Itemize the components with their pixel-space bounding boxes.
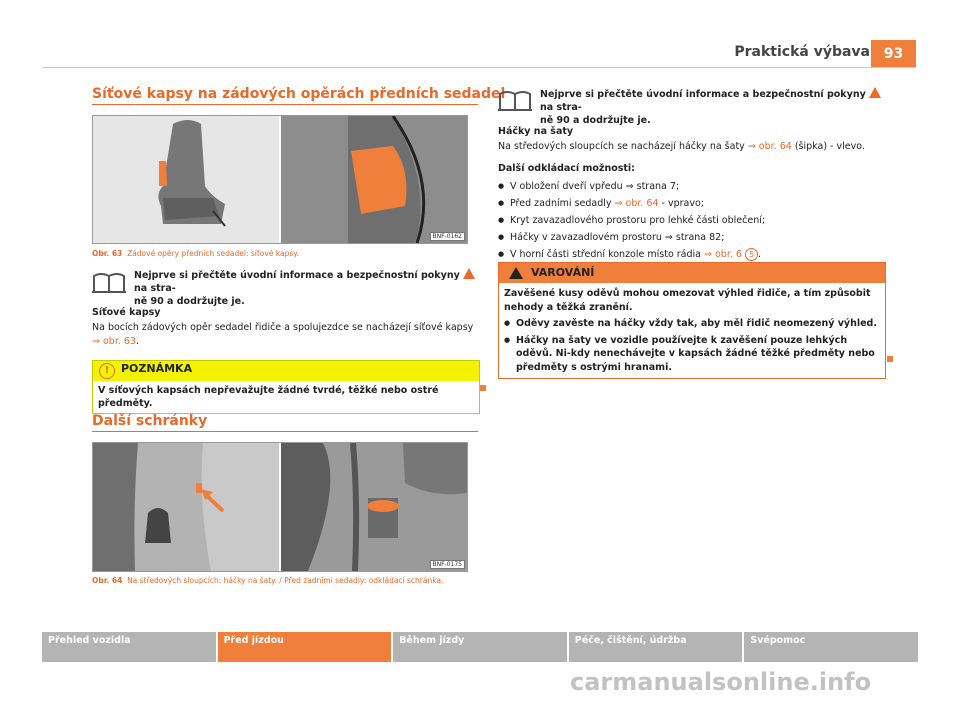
nav-tab-self-help[interactable]: Svépomoc — [744, 632, 918, 662]
warning-box — [498, 262, 886, 379]
figure-64-code: BNF-0175 — [430, 560, 466, 569]
figure-63-code: BNF-0162 — [430, 232, 466, 241]
list-item-text-end: . — [758, 249, 762, 260]
note-title: POZNÁMKA — [121, 362, 193, 375]
watermark-text: carmanualsonline.info — [570, 668, 872, 696]
warning-header — [499, 263, 885, 283]
list-item — [498, 195, 888, 212]
callout-number-marker: 5 — [745, 248, 758, 261]
coat-hooks-text — [498, 140, 888, 154]
info-exclamation-icon: ! — [99, 363, 115, 379]
book-icon — [92, 270, 126, 294]
figure-64-caption — [92, 576, 443, 585]
figure-64 — [92, 442, 468, 572]
chapter-nav — [42, 632, 918, 662]
list-item-link[interactable]: ⇒ obr. 64 — [614, 198, 659, 209]
net-pockets-text-main: Na bocích zádových opěr sedadel řidiče a spolujezdce se nacházejí síťové kapsy — [92, 322, 474, 333]
list-item — [498, 212, 888, 229]
page-number: 93 — [871, 40, 916, 68]
warning-paragraph: Zavěšené kusy oděvů mohou omezovat výhled řidiče, a tím způsobit nehody a těžká zranění. — [504, 288, 871, 313]
list-item-text: Háčky v zavazadlovém prostoru ⇒ strana 82; — [510, 232, 725, 243]
note-header — [93, 361, 479, 381]
warning-bullet-2 — [504, 334, 880, 375]
intro-right-text-c: ně 90 a dodržujte je. — [540, 115, 651, 126]
section-title-net-pockets: Síťové kapsy na zádových opěrách předních sedadel — [92, 86, 506, 102]
warning-triangle-icon-box — [509, 267, 523, 279]
list-item — [498, 229, 888, 246]
nav-tab-while-driving[interactable]: Během jízdy — [393, 632, 567, 662]
net-pockets-text-end: . — [135, 336, 140, 347]
subhead-net-pockets: Síťové kapsy — [92, 307, 161, 318]
list-item-text: V horní části střední konzole místo rádia — [510, 249, 705, 260]
figure-64-caption-number: Obr. 64 — [92, 576, 123, 585]
header-divider — [42, 67, 916, 68]
warning-triangle-icon — [463, 268, 475, 279]
warning-triangle-icon-right — [869, 87, 881, 98]
intro-text-b: na stra- — [134, 283, 176, 294]
intro-text-c: ně 90 a dodržujte je. — [134, 296, 245, 307]
list-item-text: Před zadními sedadly — [510, 198, 615, 209]
note-text: V síťových kapsách nepřevažujte žádné tvrdé, těžké nebo ostré předměty. — [98, 385, 439, 409]
list-item — [498, 178, 888, 195]
section-title-rule — [92, 104, 478, 105]
figure-63-caption-number: Obr. 63 — [92, 249, 123, 258]
intro-right-text-a: Nejprve si přečtěte úvodní informace a bezpečnostní pokyny — [540, 89, 866, 100]
figure-63-caption — [92, 249, 299, 258]
subhead-coat-hooks: Háčky na šaty — [498, 126, 574, 137]
note-box — [92, 360, 480, 414]
intro-safety-note — [134, 268, 479, 308]
intro-safety-note-right — [540, 87, 885, 127]
warning-body — [499, 283, 885, 378]
ref-figure-64-link[interactable]: ⇒ obr. 64 — [747, 141, 792, 152]
coat-hooks-text-a: Na středových sloupcích se nacházejí háčky na šaty — [498, 141, 745, 152]
figure-63 — [92, 115, 468, 244]
storage-list — [498, 178, 888, 263]
list-item-text: Kryt zavazadlového prostoru pro lehké části oblečení; — [510, 215, 766, 226]
bullet-dot: ● — [504, 335, 511, 344]
section-end-mark — [480, 385, 486, 391]
figure-63-caption-text: Zádové opěry předních sedadel: síťové kapsy. — [127, 249, 300, 258]
warning-bullet-2-text: Háčky na šaty ve vozidle používejte k zavěšení pouze lehkých oděvů. Ni-kdy nenechávejte v kapsách žádné těžké předměty nebo předměty s ostrými hranami. — [516, 334, 875, 373]
section-title-rule-2 — [92, 431, 478, 432]
coat-hooks-text-b: (šipka) - vlevo. — [794, 141, 865, 152]
warning-title: VAROVÁNÍ — [531, 266, 595, 279]
figure-63-image — [93, 116, 467, 243]
nav-tab-vehicle-overview[interactable]: Přehled vozidla — [42, 632, 216, 662]
nav-tab-care-cleaning[interactable]: Péče, čištění, údržba — [569, 632, 743, 662]
nav-tab-before-driving[interactable]: Před jízdou — [218, 632, 392, 662]
list-item — [498, 246, 888, 263]
list-item-link[interactable]: ⇒ obr. 6 — [704, 249, 742, 260]
section-title-other-storage: Další schránky — [92, 413, 208, 429]
section-end-mark-right — [887, 356, 893, 362]
book-icon-right — [498, 88, 532, 112]
intro-text-a: Nejprve si přečtěte úvodní informace a bezpečnostní pokyny — [134, 270, 460, 281]
ref-figure-63-link[interactable]: ⇒ obr. 63 — [92, 336, 136, 347]
figure-64-caption-text: Na středových sloupcích: háčky na šaty. / Před zadními sedadly: odkládací schránka. — [127, 576, 444, 585]
bullet-dot: ● — [504, 319, 511, 327]
warning-bullet-1 — [504, 317, 880, 331]
figure-64-image — [93, 443, 467, 571]
page-header-title: Praktická výbava — [734, 44, 870, 60]
list-item-text-end: - vpravo; — [658, 198, 704, 209]
warning-bullet-1-text: Oděvy zavěste na háčky vždy tak, aby měl řidič neomezený výhled. — [516, 318, 877, 329]
subhead-other-storage: Další odkládací možnosti: — [498, 163, 635, 174]
intro-right-text-b: na stra- — [540, 102, 582, 113]
net-pockets-text — [92, 321, 478, 349]
list-item-text: V obložení dveří vpředu ⇒ strana 7; — [510, 181, 680, 192]
